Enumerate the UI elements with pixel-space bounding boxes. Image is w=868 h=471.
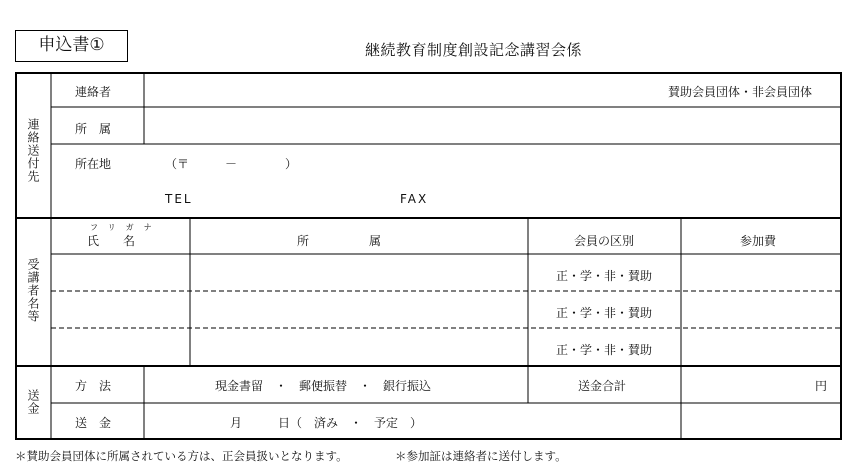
affiliation-label: 所 属 bbox=[75, 122, 112, 136]
affiliation-column-header: 所 属 bbox=[297, 234, 382, 248]
page-title: 継続教育制度創設記念講習会係 bbox=[365, 41, 583, 59]
attendee-affiliation-field-1[interactable] bbox=[192, 256, 526, 289]
attendee-section-label: 受講者名等 bbox=[26, 258, 40, 323]
attendee-name-field-1[interactable] bbox=[53, 256, 187, 289]
payment-method-label: 方 法 bbox=[75, 379, 112, 393]
attendee-fee-field-2[interactable] bbox=[683, 293, 838, 326]
attendee-fee-field-3[interactable] bbox=[683, 330, 838, 363]
member-options-row-2[interactable]: 正・学・非・賛助 bbox=[556, 306, 653, 320]
postal-code-text: （〒 － ） bbox=[165, 157, 298, 171]
attendee-name-field-3[interactable] bbox=[53, 330, 187, 363]
payment-section-label: 送金 bbox=[26, 389, 40, 415]
form-number: 申込書① bbox=[15, 30, 128, 62]
fee-column-header: 参加費 bbox=[740, 234, 777, 248]
contact-section-label: 連絡送付先 bbox=[26, 118, 40, 183]
note-participation-certificate: ＊参加証は連絡者に送付します。 bbox=[395, 449, 567, 463]
remittance-date-text[interactable]: 月 日（ 済み ・ 予定 ） bbox=[230, 416, 423, 430]
name-column-header: 氏 名 bbox=[87, 234, 136, 248]
contact-person-field[interactable] bbox=[146, 74, 646, 106]
furigana-label: フリガナ bbox=[90, 223, 162, 232]
remittance-label: 送 金 bbox=[75, 416, 112, 430]
attendee-name-field-2[interactable] bbox=[53, 293, 187, 326]
address-label: 所在地 bbox=[75, 157, 112, 171]
note-supporting-member: ＊賛助会員団体に所属されている方は、正会員扱いとなります。 bbox=[15, 449, 348, 463]
contact-person-label: 連絡者 bbox=[75, 85, 112, 99]
fax-label: FAX bbox=[400, 192, 429, 206]
yen-unit: 円 bbox=[815, 379, 828, 393]
member-org-type-text: 賛助会員団体・非会員団体 bbox=[668, 85, 813, 99]
affiliation-field[interactable] bbox=[146, 109, 836, 142]
payment-total-field[interactable] bbox=[683, 368, 813, 401]
payment-method-options[interactable]: 現金書留 ・ 郵便振替 ・ 銀行振込 bbox=[215, 379, 432, 393]
payment-total-label: 送金合計 bbox=[578, 379, 627, 393]
tel-label: TEL bbox=[165, 192, 193, 206]
member-options-row-3[interactable]: 正・学・非・賛助 bbox=[556, 343, 653, 357]
attendee-fee-field-1[interactable] bbox=[683, 256, 838, 289]
member-type-column-header: 会員の区別 bbox=[574, 234, 635, 248]
attendee-affiliation-field-2[interactable] bbox=[192, 293, 526, 326]
member-options-row-1[interactable]: 正・学・非・賛助 bbox=[556, 269, 653, 283]
attendee-affiliation-field-3[interactable] bbox=[192, 330, 526, 363]
